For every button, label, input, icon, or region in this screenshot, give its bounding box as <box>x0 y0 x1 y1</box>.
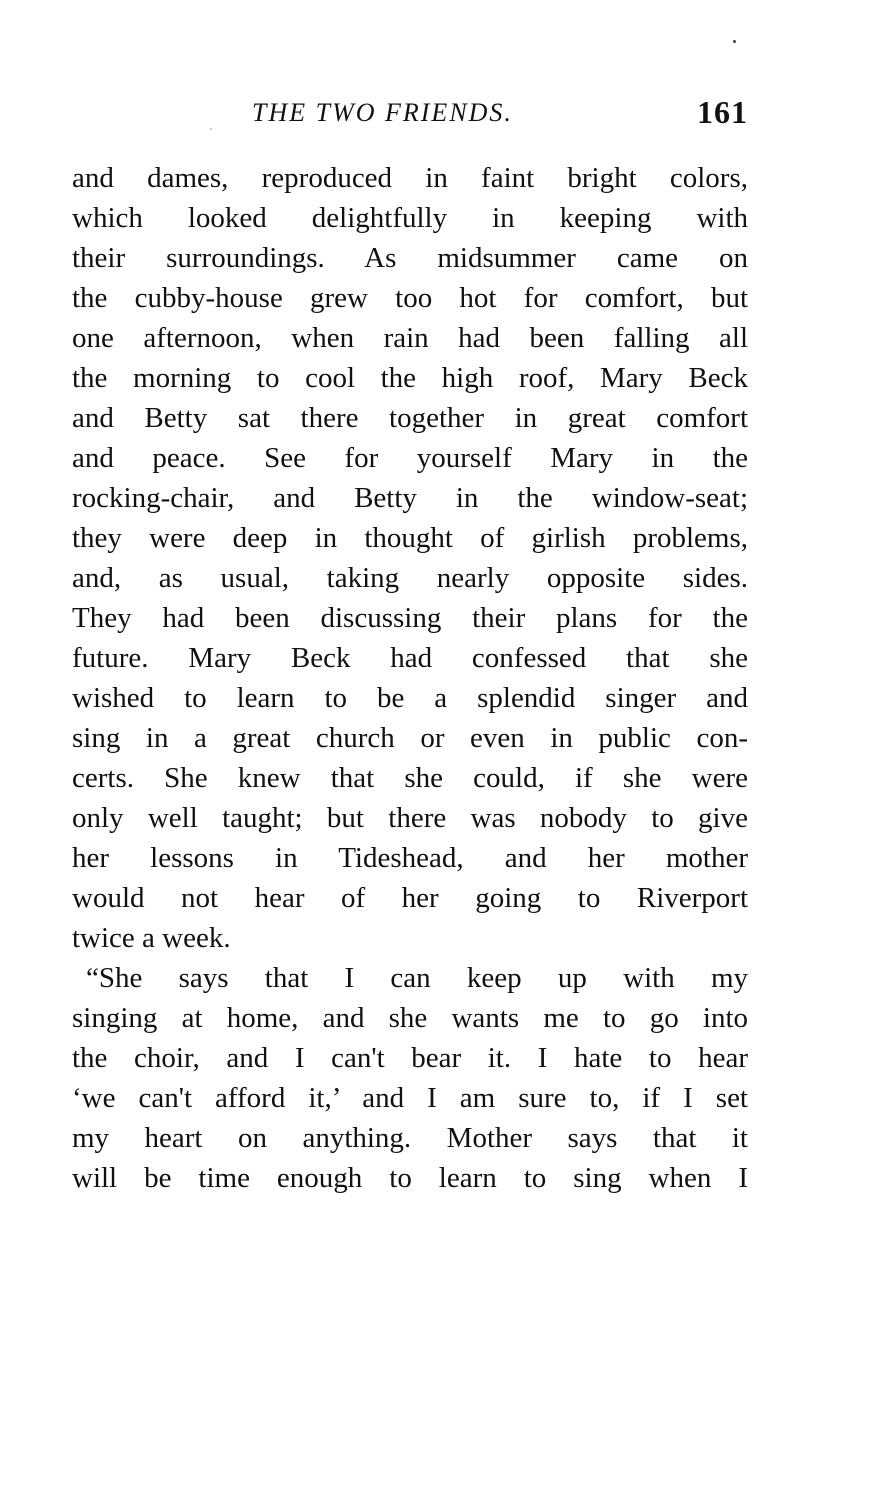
text-line: only well taught; but there was nobody to give <box>72 802 748 834</box>
running-head <box>72 94 748 138</box>
text-line: they were deep in thought of girlish problems, <box>72 522 748 554</box>
text-line: twice a week. <box>72 922 231 954</box>
text-line: ‘we can't afford it,’ and I am sure to, if I set <box>72 1082 748 1114</box>
text-line: future. Mary Beck had confessed that she <box>72 642 748 674</box>
text-line: and dames, reproduced in faint bright colors, <box>72 162 748 194</box>
text-line: one afternoon, when rain had been falling all <box>72 322 748 354</box>
body-text <box>72 158 748 1198</box>
text-line: “She says that I can keep up with my <box>86 962 748 994</box>
scan-speck <box>210 128 212 130</box>
text-line: and peace. See for yourself Mary in the <box>72 442 748 474</box>
text-line: and, as usual, taking nearly opposite sides. <box>72 562 748 594</box>
paragraph <box>72 958 748 1198</box>
text-line: rocking-chair, and Betty in the window-seat; <box>72 482 748 514</box>
text-line: certs. She knew that she could, if she were <box>72 762 748 794</box>
running-title: THE TWO FRIENDS. <box>252 98 513 127</box>
text-line: my heart on anything. Mother says that it <box>72 1122 748 1154</box>
paragraph <box>72 158 748 958</box>
text-line: would not hear of her going to Riverport <box>72 882 748 914</box>
text-line: and Betty sat there together in great comfort <box>72 402 748 434</box>
page-number: 161 <box>697 94 748 130</box>
scan-speck <box>733 40 736 43</box>
text-line: wished to learn to be a splendid singer and <box>72 682 748 714</box>
text-line: the morning to cool the high roof, Mary Beck <box>72 362 748 394</box>
text-line: her lessons in Tideshead, and her mother <box>72 842 748 874</box>
text-line: their surroundings. As midsummer came on <box>72 242 748 274</box>
text-line: the cubby-house grew too hot for comfort, but <box>72 282 748 314</box>
text-line: sing in a great church or even in public con- <box>72 722 748 754</box>
text-line: singing at home, and she wants me to go into <box>72 1002 748 1034</box>
text-line: will be time enough to learn to sing when I <box>72 1162 748 1194</box>
text-line: which looked delightfully in keeping with <box>72 202 748 234</box>
text-line: They had been discussing their plans for the <box>72 602 748 634</box>
text-line: the choir, and I can't bear it. I hate to hear <box>72 1042 748 1074</box>
